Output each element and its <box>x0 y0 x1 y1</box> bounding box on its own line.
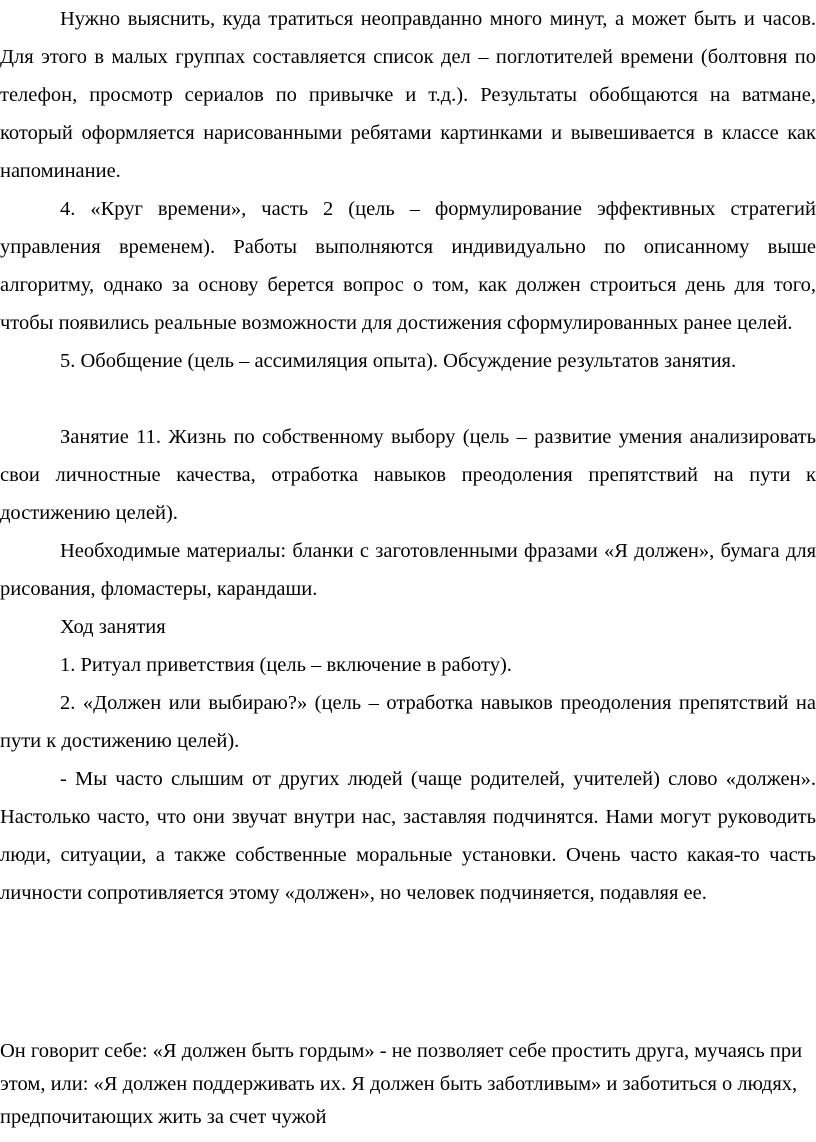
paragraph-lesson-11-heading: Занятие 11. Жизнь по собственному выбору (цель – развитие умения анализировать свои личностные качества, отработка навыков преодоления препятствий на пути к достижению целей). <box>0 426 816 524</box>
paragraph-step-4: 4. «Круг времени», часть 2 (цель – формулирование эффективных стратегий управления временем). Работы выполняются индивидуально по описанному выше алгоритму, однако за основу берется вопрос о том, как должен строиться день для того, чтобы появились реальные возможности для достижения сформулированных ранее целей. <box>0 198 816 334</box>
document-tail <box>0 1035 816 1134</box>
paragraph-time-wasters: Нужно выяснить, куда тратиться неоправданно много минут, а может быть и часов. Для этого в малых группах составляется список дел – поглотителей времени (болтовня по телефон, просмотр сериалов по привычке и т.д.). Результаты обобщаются на ватмане, который оформляется нарисованными ребятами картинками и вывешивается в классе как напоминание. <box>0 8 816 182</box>
paragraph-must-discussion: - Мы часто слышим от других людей (чаще родителей, учителей) слово «должен». Настолько часто, что они звучат внутри нас, заставляя подчинятся. Нами могут руководить люди, ситуации, а также собственные моральные установки. Очень часто какая-то часть личности сопротивляется этому «должен», но человек подчиняется, подавляя ее. <box>0 768 816 904</box>
paragraph-step-2: 2. «Должен или выбираю?» (цель – отработка навыков преодоления препятствий на пути к достижению целей). <box>0 692 816 752</box>
paragraph-step-5: 5. Обобщение (цель – ассимиляция опыта). Обсуждение результатов занятия. <box>60 350 737 372</box>
paragraph-materials: Необходимые материалы: бланки с заготовленными фразами «Я должен», бумага для рисования, фломастеры, карандаши. <box>0 540 816 600</box>
paragraph-lesson-progress: Ход занятия <box>60 616 166 638</box>
paragraph-self-talk: Он говорит себе: «Я должен быть гордым» - не позволяет себе простить друга, мучаясь при этом, или: «Я должен поддерживать их. Я должен быть заботливым» и заботиться о людях, предпочитающих жить за счет чужой <box>0 1040 803 1128</box>
paragraph-step-1: 1. Ритуал приветствия (цель – включение в работу). <box>60 654 512 676</box>
section-spacer <box>0 380 816 418</box>
